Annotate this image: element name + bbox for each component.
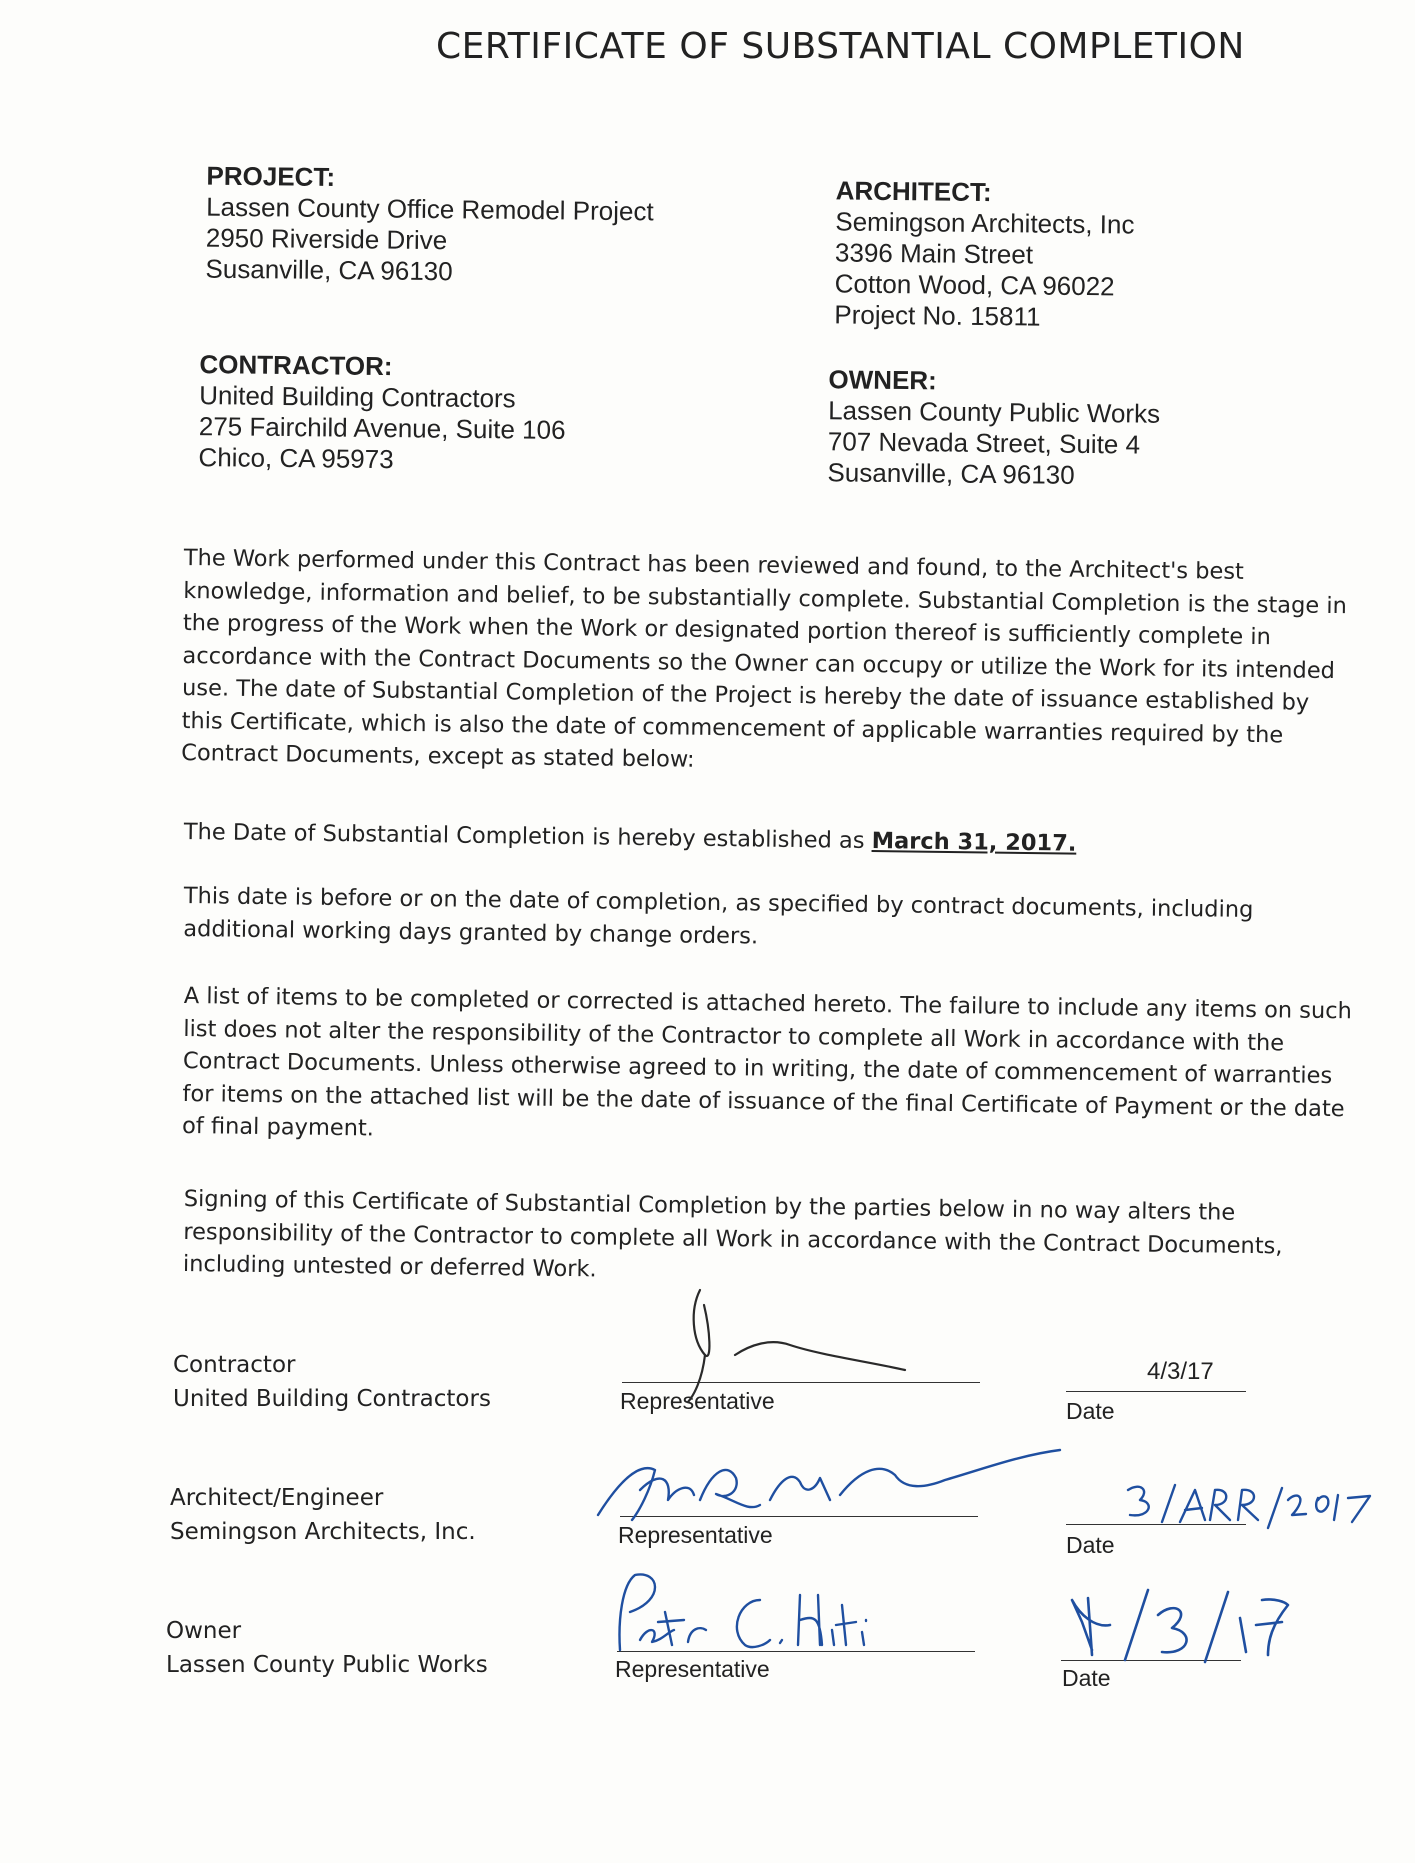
contractor-city: Chico, CA 95973 — [198, 442, 394, 475]
contractor-signature — [688, 1290, 905, 1402]
architect-handwritten-date — [1128, 1485, 1370, 1528]
signing-paragraph: Signing of this Certificate of Substantial Completion by the parties below in no way alters the responsibility of the Contractor to complete all Work in accordance with the Contract Documents, including untested or deferred Work. — [182, 1185, 1283, 1283]
owner-signature — [620, 1574, 866, 1650]
project-heading: PROJECT: — [206, 160, 336, 193]
owner-name: Lassen County Public Works — [828, 395, 1161, 429]
architect-street: 3396 Main Street — [834, 237, 1034, 270]
owner-date-label: Date — [1062, 1665, 1111, 1691]
completion-date-value: March 31, 2017. — [871, 828, 1077, 857]
architect-rep-label: Representative — [618, 1522, 773, 1548]
architect-city: Cotton Wood, CA 96022 — [834, 268, 1115, 302]
project-street: 2950 Riverside Drive — [205, 222, 448, 256]
owner-street: 707 Nevada Street, Suite 4 — [827, 426, 1141, 460]
contractor-date-label: Date — [1066, 1398, 1115, 1424]
owner-handwritten-date — [1072, 1590, 1288, 1662]
contractor-rep-label: Representative — [620, 1388, 775, 1414]
owner-rep-label: Representative — [615, 1656, 770, 1682]
project-name: Lassen County Office Remodel Project — [206, 191, 654, 227]
architect-date-label: Date — [1066, 1532, 1115, 1558]
contractor-heading: CONTRACTOR: — [199, 349, 393, 382]
architect-org: Semingson Architects, Inc. — [170, 1519, 476, 1545]
owner-org: Lassen County Public Works — [166, 1652, 488, 1678]
completion-date-prefix: The Date of Substantial Completion is hereby established as — [183, 818, 872, 855]
architect-role: Architect/Engineer — [170, 1485, 384, 1511]
contractor-name: United Building Contractors — [199, 380, 516, 414]
owner-city: Susanville, CA 96130 — [827, 457, 1075, 490]
contractor-org: United Building Contractors — [173, 1386, 491, 1412]
contractor-date: 4/3/17 — [1147, 1358, 1214, 1385]
architect-signature — [598, 1450, 1060, 1520]
project-city: Susanville, CA 96130 — [205, 253, 453, 287]
contractor-role: Contractor — [173, 1352, 296, 1378]
contractor-street: 275 Fairchild Avenue, Suite 106 — [198, 411, 566, 445]
document-title: CERTIFICATE OF SUBSTANTIAL COMPLETION — [436, 26, 1245, 67]
owner-heading: OWNER: — [828, 364, 937, 396]
review-paragraph: The Work performed under this Contract has been reviewed and found, to the Architect's best knowledge, information and belief, to be substantially complete. Substantial Completion is the stage in the progress of the Work when the Work or designated portion thereof is sufficiently complete in accordance with the Contract Documents so the Owner can occupy or utilize the Work for its intended use. The date of Substantial Completion of the Project is hereby the date of issuance established by this Certificate, which is also the date of commencement of applicable warranties required by the Contract Documents, except as stated below: — [181, 544, 1348, 773]
owner-role: Owner — [166, 1618, 242, 1644]
architect-project-number: Project No. 15811 — [834, 299, 1041, 332]
architect-name: Semingson Architects, Inc — [835, 206, 1135, 240]
architect-heading: ARCHITECT: — [835, 175, 992, 208]
punch-list-paragraph: A list of items to be completed or corrected is attached hereto. The failure to include any items on such list does not alter the responsibility of the Contractor to complete all Work in accordance with the Contract Documents. Unless otherwise agreed to in writing, the date of commencement of warranties for items on the attached list will be the date of issuance of the final Certificate of Payment or the date of final payment. — [181, 982, 1353, 1142]
completion-date-note: This date is before or on the date of completion, as specified by contract documents, including additional working days granted by change orders. — [183, 882, 1254, 950]
